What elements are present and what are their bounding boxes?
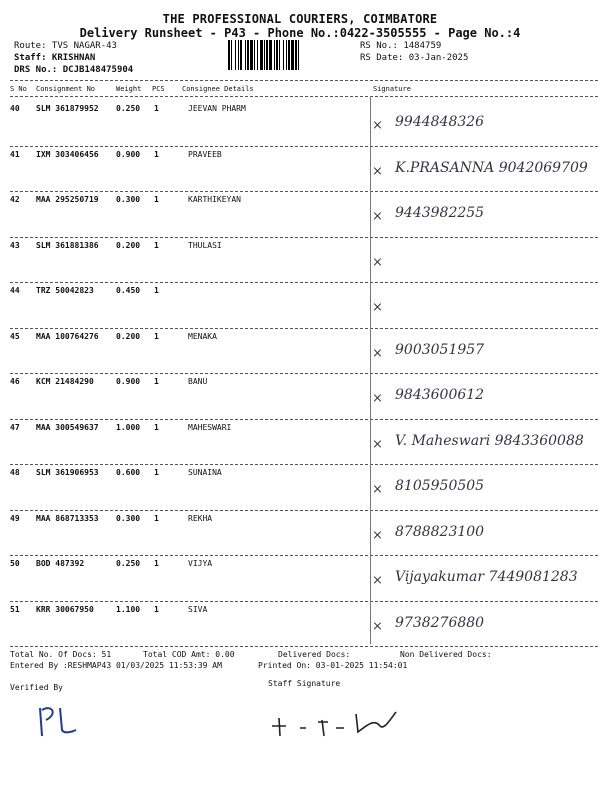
verifier-initials-signature bbox=[34, 700, 84, 740]
row-consignee: KARTHIKEYAN bbox=[188, 195, 241, 204]
signature-x-mark: × bbox=[372, 254, 383, 270]
row-separator bbox=[10, 373, 598, 374]
table-header-rule bbox=[10, 96, 598, 97]
row-consignment-no: MAA 868713353 bbox=[36, 513, 99, 523]
table-row bbox=[10, 423, 598, 465]
row-consignment-no: KCM 21484290 bbox=[36, 377, 94, 386]
row-sno: 40 bbox=[10, 104, 20, 113]
row-weight: 0.200 bbox=[116, 331, 141, 341]
signature-x-mark: × bbox=[372, 482, 383, 497]
row-separator bbox=[10, 464, 598, 465]
row-separator bbox=[10, 237, 598, 238]
row-weight: 1.000 bbox=[116, 422, 141, 432]
table-row bbox=[10, 559, 598, 601]
route-label: Route: TVS NAGAR-43 bbox=[14, 41, 117, 51]
row-signature-ink: 9738276880 bbox=[395, 614, 485, 631]
row-consignee: PRAVEEB bbox=[188, 149, 222, 159]
staff-signature-scribble bbox=[266, 706, 406, 740]
row-weight: 0.300 bbox=[116, 195, 141, 204]
row-weight: 1.100 bbox=[116, 604, 141, 614]
row-consignment-no: SLM 361906953 bbox=[36, 468, 99, 477]
row-sno: 49 bbox=[10, 513, 20, 523]
row-consignee: THULASI bbox=[188, 240, 222, 250]
row-pcs: 1 bbox=[154, 286, 159, 295]
row-pcs: 1 bbox=[154, 468, 159, 477]
row-separator bbox=[10, 282, 598, 283]
signature-x-mark: × bbox=[372, 209, 383, 224]
printed-on: Printed On: 03-01-2025 11:54:01 bbox=[258, 661, 408, 670]
row-separator bbox=[10, 146, 598, 147]
company-title: THE PROFESSIONAL COURIERS, COIMBATORE bbox=[162, 12, 438, 26]
row-pcs: 1 bbox=[154, 104, 159, 113]
signature-x-mark: × bbox=[372, 118, 383, 133]
barcode-gap bbox=[299, 40, 301, 70]
row-consignment-no: KRR 30067950 bbox=[36, 604, 94, 614]
table-row bbox=[10, 468, 598, 510]
row-consignment-no: MAA 300549637 bbox=[36, 422, 99, 432]
row-separator bbox=[10, 646, 598, 647]
non-delivered-docs: Non Delivered Docs: bbox=[400, 650, 492, 659]
signature-x-mark: × bbox=[372, 618, 383, 634]
col-signature: Signature bbox=[373, 85, 411, 93]
row-weight: 0.250 bbox=[116, 559, 141, 568]
row-separator bbox=[10, 510, 598, 511]
row-separator bbox=[10, 555, 598, 556]
delivered-docs: Delivered Docs: bbox=[278, 650, 351, 659]
row-consignee: JEEVAN PHARM bbox=[188, 104, 246, 113]
col-sno: S No bbox=[10, 85, 27, 93]
barcode bbox=[228, 40, 356, 70]
row-consignment-no: MAA 295250719 bbox=[36, 195, 99, 204]
table-row bbox=[10, 605, 598, 647]
row-sno: 41 bbox=[10, 149, 20, 159]
row-weight: 0.600 bbox=[116, 468, 141, 477]
row-consignee: SIVA bbox=[188, 604, 208, 614]
rs-number: RS No.: 1484759 bbox=[360, 41, 442, 51]
table-row bbox=[10, 241, 598, 283]
row-pcs: 1 bbox=[154, 149, 159, 159]
row-sno: 48 bbox=[10, 468, 20, 477]
row-signature-ink: K.PRASANNA 9042069709 bbox=[395, 159, 588, 176]
row-consignment-no: IXM 303406456 bbox=[36, 149, 99, 159]
row-pcs: 1 bbox=[154, 559, 159, 568]
verified-by-label: Verified By bbox=[10, 683, 63, 692]
row-weight: 0.450 bbox=[116, 286, 141, 295]
row-pcs: 1 bbox=[154, 377, 159, 386]
table-header bbox=[10, 83, 598, 95]
col-consignee: Consignee Details bbox=[182, 85, 254, 93]
row-consignment-no: TRZ 50042823 bbox=[36, 286, 94, 295]
total-docs: Total No. Of Docs: 51 bbox=[10, 650, 112, 659]
signature-x-mark: × bbox=[372, 527, 383, 543]
row-signature-ink: 9944848326 bbox=[395, 114, 485, 130]
table-row bbox=[10, 195, 598, 237]
row-consignee: VIJYA bbox=[188, 559, 213, 568]
row-consignee: SUNAINA bbox=[188, 468, 222, 477]
row-signature-ink: 9443982255 bbox=[395, 205, 485, 221]
row-signature-ink: 9843600612 bbox=[395, 387, 485, 403]
row-signature-ink: 8105950505 bbox=[395, 478, 485, 494]
row-sno: 47 bbox=[10, 422, 20, 432]
col-weight: Weight bbox=[116, 85, 142, 93]
signature-column-divider bbox=[370, 96, 371, 644]
table-row bbox=[10, 514, 598, 556]
row-consignee: MAHESWARI bbox=[188, 422, 232, 432]
signature-x-mark: × bbox=[372, 300, 383, 315]
row-consignment-no: SLM 361881386 bbox=[36, 240, 99, 250]
row-sno: 46 bbox=[10, 377, 20, 386]
col-pcs: PCS bbox=[152, 85, 165, 93]
row-signature-ink: 9003051957 bbox=[395, 341, 485, 358]
staff-signature-label: Staff Signature bbox=[268, 679, 341, 688]
row-weight: 0.900 bbox=[116, 377, 141, 386]
row-signature-ink: 8788823100 bbox=[395, 523, 485, 540]
staff-label: Staff: KRISHNAN bbox=[14, 53, 96, 63]
row-weight: 0.250 bbox=[116, 104, 141, 113]
row-separator bbox=[10, 328, 598, 329]
row-pcs: 1 bbox=[154, 513, 159, 523]
row-pcs: 1 bbox=[154, 422, 159, 432]
row-separator bbox=[10, 601, 598, 602]
row-weight: 0.900 bbox=[116, 149, 141, 159]
signature-x-mark: × bbox=[372, 436, 383, 452]
row-consignment-no: SLM 361879952 bbox=[36, 104, 99, 113]
row-sno: 43 bbox=[10, 240, 20, 250]
row-signature-ink: Vijayakumar 7449081283 bbox=[395, 569, 578, 585]
row-sno: 45 bbox=[10, 331, 20, 341]
row-pcs: 1 bbox=[154, 604, 159, 614]
row-consignee: MENAKA bbox=[188, 331, 217, 341]
signature-x-mark: × bbox=[372, 391, 383, 406]
table-row bbox=[10, 332, 598, 374]
runsheet-subtitle: Delivery Runsheet - P43 - Phone No.:0422-3505555 - Page No.:4 bbox=[79, 26, 521, 40]
table-row bbox=[10, 286, 598, 328]
row-pcs: 1 bbox=[154, 331, 159, 341]
col-consignment: Consignment No bbox=[36, 85, 96, 93]
row-weight: 0.200 bbox=[116, 240, 141, 250]
row-separator bbox=[10, 191, 598, 192]
drs-number: DRS No.: DCJB148475904 bbox=[14, 65, 134, 75]
table-row bbox=[10, 377, 598, 419]
table-top-rule bbox=[10, 80, 598, 81]
row-signature-ink: V. Maheswari 9843360088 bbox=[395, 432, 584, 449]
rs-date: RS Date: 03-Jan-2025 bbox=[360, 53, 469, 63]
total-cod: Total COD Amt: 0.00 bbox=[143, 650, 235, 659]
signature-x-mark: × bbox=[372, 163, 383, 179]
row-pcs: 1 bbox=[154, 240, 159, 250]
row-consignee: BANU bbox=[188, 377, 208, 386]
row-separator bbox=[10, 419, 598, 420]
entered-by: Entered By :RESHMAP43 01/03/2025 11:53:39 AM bbox=[10, 661, 222, 670]
row-pcs: 1 bbox=[154, 195, 159, 204]
row-sno: 50 bbox=[10, 559, 20, 568]
row-sno: 44 bbox=[10, 286, 20, 295]
table-row bbox=[10, 104, 598, 146]
row-consignee: REKHA bbox=[188, 513, 213, 523]
row-sno: 51 bbox=[10, 604, 20, 614]
row-consignment-no: BOD 487392 bbox=[36, 559, 85, 568]
signature-x-mark: × bbox=[372, 573, 383, 588]
table-row bbox=[10, 150, 598, 192]
signature-x-mark: × bbox=[372, 345, 383, 361]
row-sno: 42 bbox=[10, 195, 20, 204]
row-consignment-no: MAA 100764276 bbox=[36, 331, 99, 341]
row-weight: 0.300 bbox=[116, 513, 141, 523]
